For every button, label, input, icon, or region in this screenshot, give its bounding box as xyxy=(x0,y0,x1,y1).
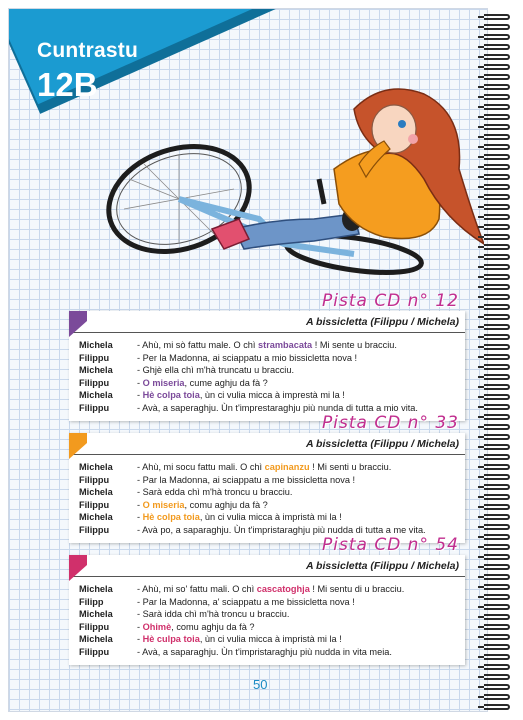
dialogue-box-header xyxy=(69,555,465,577)
spiral-ring xyxy=(484,594,510,600)
spiral-ring xyxy=(484,74,510,80)
spiral-ring xyxy=(484,94,510,100)
spiral-ring xyxy=(484,324,510,330)
speaker: Filippu xyxy=(79,352,110,363)
speaker: Michela xyxy=(79,584,113,594)
spiral-ring xyxy=(484,234,510,240)
speaker: Filippu xyxy=(79,524,110,535)
spiral-ring xyxy=(484,604,510,610)
spiral-ring xyxy=(484,14,510,20)
spiral-ring xyxy=(484,624,510,630)
spiral-ring xyxy=(484,504,510,510)
dialogue-lines xyxy=(69,455,465,543)
workbook-page xyxy=(8,8,488,712)
spiral-ring xyxy=(484,464,510,470)
spiral-ring xyxy=(484,674,510,680)
dialogue-title: A bissicletta (Filippu / Michela) xyxy=(305,560,459,572)
spiral-ring xyxy=(484,284,510,290)
spiral-ring xyxy=(484,544,510,550)
spiral-ring xyxy=(484,434,510,440)
spiral-ring xyxy=(484,204,510,210)
speaker: Filippu xyxy=(79,402,110,413)
page-number-title: 12B xyxy=(37,66,98,103)
purple-flag-icon xyxy=(69,311,87,337)
spiral-ring xyxy=(484,574,510,580)
spiral-ring xyxy=(484,444,510,450)
spiral-ring xyxy=(484,554,510,560)
dialogue-line: Filippu - Par la Madonna, ai sciappatu a me bissicletta nova ! xyxy=(79,474,356,485)
dialogue-line: Michela - Hè colpa toia, ùn ci vulia micca à imprestà mi la ! xyxy=(79,390,345,401)
spiral-ring xyxy=(484,194,510,200)
dialogue-line: Filippu - O miseria, cume aghju da fà ? xyxy=(79,377,268,388)
spiral-ring xyxy=(484,44,510,50)
spiral-ring xyxy=(484,154,510,160)
spiral-ring xyxy=(484,484,510,490)
spiral-ring xyxy=(484,684,510,690)
speaker: Filippu xyxy=(79,646,110,657)
dialogue-line: Filipp - Par la Madonna, a' sciappatu a me bissicletta nova ! xyxy=(79,596,355,607)
highlighted-word: capinanzu xyxy=(264,462,310,472)
speaker: Filippu xyxy=(79,377,110,388)
spiral-ring xyxy=(484,454,510,460)
speaker: Michela xyxy=(79,340,113,350)
dialogue-line: Filippu - Per la Madonna, ai sciappatu a mio bissicletta nova ! xyxy=(79,352,358,363)
spiral-ring xyxy=(484,304,510,310)
pink-flag-icon xyxy=(69,555,87,581)
spiral-ring xyxy=(484,564,510,570)
spiral-ring xyxy=(484,214,510,220)
spiral-ring xyxy=(484,494,510,500)
dialogue-line: Michela - Ahù, mi sò fattu male. O chì strambacata ! Mi sente u bracciu. xyxy=(79,340,397,350)
spiral-ring xyxy=(484,424,510,430)
spiral-ring xyxy=(484,114,510,120)
spiral-ring xyxy=(484,264,510,270)
spiral-ring xyxy=(484,164,510,170)
spiral-ring xyxy=(484,184,510,190)
dialogue-title: A bissicletta (Filippu / Michela) xyxy=(305,316,459,328)
speaker: Michela xyxy=(79,365,113,376)
dialogue-title: A bissicletta (Filippu / Michela) xyxy=(305,438,459,450)
dialogue-box xyxy=(69,555,465,665)
speaker: Filippu xyxy=(79,474,110,485)
spiral-ring xyxy=(484,104,510,110)
highlighted-word: O miseria xyxy=(142,499,185,510)
spiral-ring xyxy=(484,84,510,90)
speaker: Michela xyxy=(79,462,113,472)
dialogue-line: Michela - Hè colpa toia, ùn ci vulia micca à impristà mi la ! xyxy=(79,512,342,523)
spiral-ring xyxy=(484,474,510,480)
spiral-ring xyxy=(484,534,510,540)
speaker: Filippu xyxy=(79,621,110,632)
dialogue-lines xyxy=(69,333,465,421)
orange-flag-icon xyxy=(69,433,87,459)
spiral-ring xyxy=(484,374,510,380)
spiral-ring xyxy=(484,614,510,620)
spiral-ring xyxy=(484,414,510,420)
girl-falling-bicycle-illustration xyxy=(84,69,484,299)
highlighted-word: Hè colpa toia xyxy=(142,512,200,523)
speaker: Filipp xyxy=(79,596,104,607)
speaker: Michela xyxy=(79,487,113,498)
dialogue-line: Filippu - Avà po, a saparaghju. Ùn t'impristaraghju più nudda di tutta a me vita. xyxy=(79,524,426,535)
dialogue-line: Michela - Sarà edda chì m'hà troncu u bracciu. xyxy=(79,487,293,498)
dialogue-line: Filippu - Avà, a saperaghju. Ùn t'imprestaraghju più nunda di tutta a mio vita. xyxy=(79,402,418,413)
speaker: Michela xyxy=(79,634,113,645)
spiral-ring xyxy=(484,54,510,60)
page-title: Cuntrastu xyxy=(37,39,138,62)
spiral-ring xyxy=(484,584,510,590)
spiral-ring xyxy=(484,244,510,250)
speaker: Michela xyxy=(79,390,113,401)
dialogue-box-header xyxy=(69,311,465,333)
spiral-ring xyxy=(484,354,510,360)
dialogue-line: Michela - Ghjè ella chì m'hà truncatu u bracciu. xyxy=(79,365,294,376)
spiral-ring xyxy=(484,334,510,340)
spiral-ring xyxy=(484,314,510,320)
spiral-ring xyxy=(484,404,510,410)
spiral-ring xyxy=(484,294,510,300)
speaker: Filippu xyxy=(79,499,110,510)
spiral-ring xyxy=(484,384,510,390)
track-label: Pista CD n° 33 xyxy=(322,413,459,433)
spiral-ring xyxy=(484,654,510,660)
dialogue-line: Michela - Hè culpa toia, ùn ci vulia micca à impristà mi la ! xyxy=(79,634,342,645)
dialogue-line: Michela - Sarà idda chì m'hà troncu u bracciu. xyxy=(79,609,290,620)
spiral-ring xyxy=(484,524,510,530)
spiral-ring xyxy=(484,704,510,710)
dialogue-line: Filippu - Avà, a saparaghju. Ùn t'impristaraghju più nudda in vita meia. xyxy=(79,646,392,657)
spiral-ring xyxy=(484,24,510,30)
dialogue-line: Michela - Ahù, mi so' fattu mali. O chì cascatoghja ! Mi sentu di u bracciu. xyxy=(79,584,405,594)
speaker: Michela xyxy=(79,512,113,523)
dialogue-box xyxy=(69,311,465,421)
highlighted-word: cascatoghja xyxy=(256,584,310,594)
spiral-ring xyxy=(484,124,510,130)
spiral-ring xyxy=(484,644,510,650)
page-number: 50 xyxy=(253,677,268,692)
highlighted-word: strambacata xyxy=(258,340,313,350)
dialogue-line: Filippu - O miseria, comu aghju da fà ? xyxy=(79,499,268,510)
spiral-ring xyxy=(484,144,510,150)
spiral-ring xyxy=(484,664,510,670)
spiral-ring xyxy=(484,694,510,700)
spiral-ring xyxy=(484,174,510,180)
highlighted-word: O miseria xyxy=(142,377,185,388)
dialogue-lines xyxy=(69,577,465,665)
spiral-ring xyxy=(484,394,510,400)
track-label: Pista CD n° 54 xyxy=(322,535,459,555)
highlighted-word: Hè culpa toia xyxy=(142,634,200,645)
spiral-ring xyxy=(484,634,510,640)
highlighted-word: Hè colpa toia xyxy=(142,390,200,401)
spiral-ring xyxy=(484,224,510,230)
highlighted-word: Ohimè xyxy=(142,621,172,632)
dialogue-box-header xyxy=(69,433,465,455)
dialogue-line: Michela - Ahù, mi socu fattu mali. O chì capinanzu ! Mi senti u bracciu. xyxy=(79,462,392,472)
spiral-ring xyxy=(484,364,510,370)
spiral-ring xyxy=(484,344,510,350)
dialogue-box xyxy=(69,433,465,543)
spiral-ring xyxy=(484,514,510,520)
speaker: Michela xyxy=(79,609,113,620)
spiral-ring xyxy=(484,254,510,260)
spiral-binding xyxy=(484,14,514,714)
spiral-ring xyxy=(484,274,510,280)
spiral-ring xyxy=(484,64,510,70)
spiral-ring xyxy=(484,34,510,40)
dialogue-line: Filippu - Ohimè, comu aghju da fà ? xyxy=(79,621,255,632)
spiral-ring xyxy=(484,134,510,140)
track-label: Pista CD n° 12 xyxy=(322,291,459,311)
